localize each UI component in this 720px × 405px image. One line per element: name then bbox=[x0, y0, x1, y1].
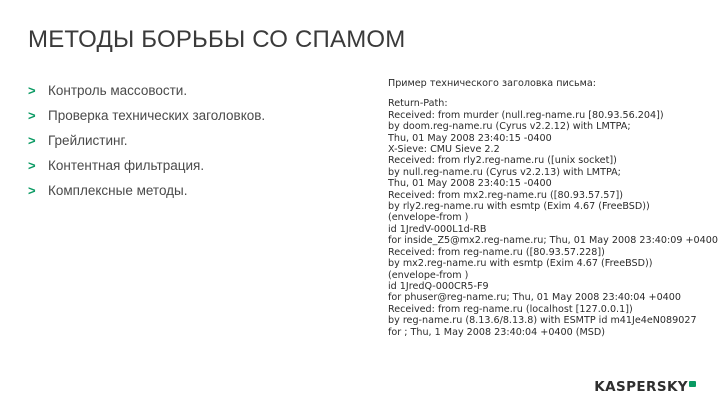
header-line: for inside_Z5@mx2.reg-name.ru; Thu, 01 May 2008 23:40:09 +0400 bbox=[388, 235, 718, 247]
header-line: by doom.reg-name.ru (Cyrus v2.2.12) with LMTPA; bbox=[388, 121, 631, 133]
header-line: (envelope-from ) bbox=[388, 212, 469, 224]
logo-accent-icon bbox=[689, 381, 696, 387]
list-item bbox=[28, 128, 265, 153]
kaspersky-logo bbox=[594, 379, 696, 395]
chevron-right-icon: > bbox=[28, 183, 36, 198]
header-line: Received: from rly2.reg-name.ru ([unix socket]) bbox=[388, 155, 617, 167]
chevron-right-icon: > bbox=[28, 108, 36, 123]
header-line: X-Sieve: CMU Sieve 2.2 bbox=[388, 144, 500, 156]
list-item bbox=[28, 78, 265, 103]
list-item bbox=[28, 178, 265, 203]
list-item-label: Проверка технических заголовков. bbox=[48, 108, 266, 123]
header-line: by rly2.reg-name.ru with esmtp (Exim 4.67 (FreeBSD)) bbox=[388, 201, 650, 213]
list-item bbox=[28, 153, 265, 178]
header-line: Thu, 01 May 2008 23:40:15 -0400 bbox=[388, 132, 552, 144]
list-item-label: Комплексные методы. bbox=[48, 183, 188, 198]
header-line: Received: from reg-name.ru (localhost [127.0.0.1]) bbox=[388, 303, 633, 315]
header-line: Return-Path: bbox=[388, 98, 448, 110]
header-line: by mx2.reg-name.ru with esmtp (Exim 4.67 (FreeBSD)) bbox=[388, 258, 653, 270]
header-line: by null.reg-name.ru (Cyrus v2.2.13) with LMTPA; bbox=[388, 166, 621, 178]
header-line: for phuser@reg-name.ru; Thu, 01 May 2008 23:40:04 +0400 bbox=[388, 292, 681, 304]
header-line: Received: from mx2.reg-name.ru ([80.93.57.57]) bbox=[388, 189, 623, 201]
list-item-label: Грейлистинг. bbox=[48, 133, 128, 148]
sample-heading: Пример технического заголовка письма: bbox=[388, 78, 597, 89]
header-line: for ; Thu, 1 May 2008 23:40:04 +0400 (MSD) bbox=[388, 326, 606, 338]
methods-list bbox=[28, 78, 265, 203]
logo-text: KASPERSKY bbox=[594, 379, 688, 395]
list-item bbox=[28, 103, 265, 128]
header-line: by reg-name.ru (8.13.6/8.13.8) with ESMTP id m41Je4eN089027 bbox=[388, 315, 697, 327]
chevron-right-icon: > bbox=[28, 83, 36, 98]
header-line: id 1JredV-000L1d-RB bbox=[388, 223, 487, 235]
header-line: Received: from murder (null.reg-name.ru [80.93.56.204]) bbox=[388, 109, 664, 121]
header-line: Received: from reg-name.ru ([80.93.57.228]) bbox=[388, 246, 605, 258]
list-item-label: Контентная фильтрация. bbox=[48, 158, 205, 173]
email-header-sample bbox=[388, 78, 720, 348]
header-line: id 1JredQ-000CR5-F9 bbox=[388, 280, 489, 292]
page-title: МЕТОДЫ БОРЬБЫ СО СПАМОМ bbox=[28, 26, 406, 53]
header-line: (envelope-from ) bbox=[388, 269, 469, 281]
list-item-label: Контроль массовости. bbox=[48, 83, 188, 98]
chevron-right-icon: > bbox=[28, 158, 36, 173]
chevron-right-icon: > bbox=[28, 133, 36, 148]
header-line: Thu, 01 May 2008 23:40:15 -0400 bbox=[388, 178, 552, 190]
